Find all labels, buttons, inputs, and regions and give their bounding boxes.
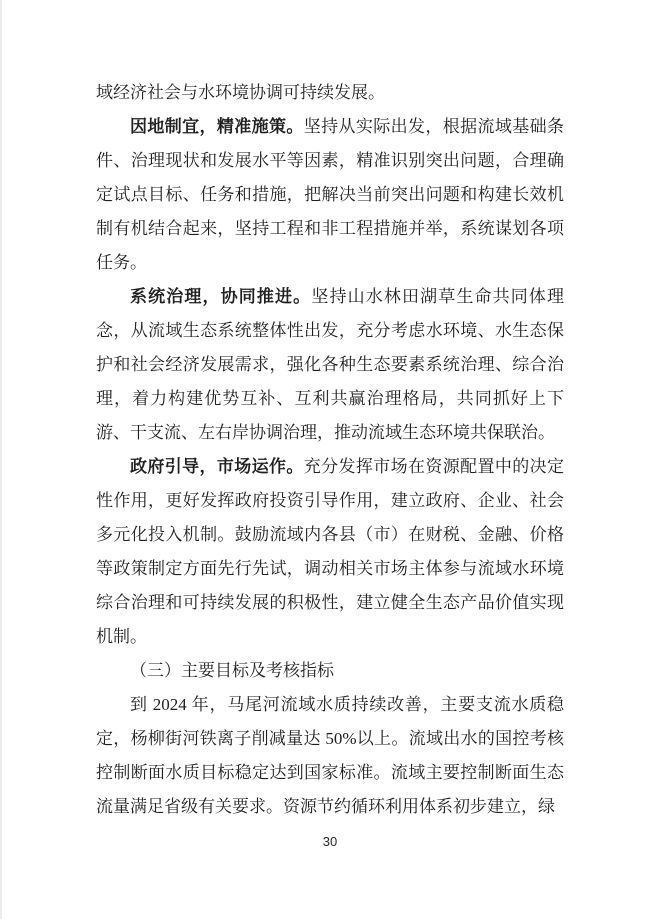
paragraph-2024-targets: 到 2024 年，马尾河流域水质持续改善，主要支流水质稳定，杨柳街河铁离子削减量达 50%以上。流域出水的国控考核控制断面水质目标稳定达到国家标准。流域主要控制断面生态流量满足省级有关要求。资源节约循环利用体系初步建立，绿 (96, 695, 564, 816)
paragraph-continuation: 域经济社会与水环境协调可持续发展。 (96, 83, 385, 102)
paragraph-text: 坚持山水林田湖草生命共同体理念，从流域生态系统整体性出发，充分考虑水环境、水生态保护和社会经济发展需求，强化各种生态要素系统治理、综合治理，着力构建优势互补、互利共赢治理格局，共同抓好上下游、干支流、左右岸协调治理，推动流域生态环境共保联治。 (96, 287, 565, 442)
scan-edge-shadow (0, 0, 2, 919)
paragraph-zhengfuyindao (96, 450, 564, 654)
page-number: 30 (322, 834, 338, 849)
document-body (96, 76, 564, 824)
paragraph-text: 充分发挥市场在资源配置中的决定性作用，更好发挥政府投资引导作用，建立政府、企业、社会多元化投入机制。鼓励流域内各县（市）在财税、金融、价格等政策制定方面先行先试，调动相关市场主体参与流域水环境综合治理和可持续发展的积极性，建立健全生态产品价值实现机制。 (96, 457, 564, 646)
paragraph-xitongzhili (96, 280, 564, 450)
paragraph-text: 坚持从实际出发，根据流域基础条件、治理现状和发展水平等因素，精准识别突出问题，合理确定试点目标、任务和措施，把解决当前突出问题和构建长效机制有机结合起来，坚持工程和非工程措施并举，系统谋划各项任务。 (96, 117, 564, 272)
section-heading-goals-and-indicators: （三）主要目标及考核指标 (130, 661, 334, 680)
paragraph-yindizhiyi (96, 110, 564, 280)
paragraph-lead-bold: 系统治理，协同推进。 (130, 287, 312, 306)
paragraph-lead-bold: 因地制宜，精准施策。 (130, 117, 304, 136)
paragraph-lead-bold: 政府引导，市场运作。 (130, 457, 304, 476)
